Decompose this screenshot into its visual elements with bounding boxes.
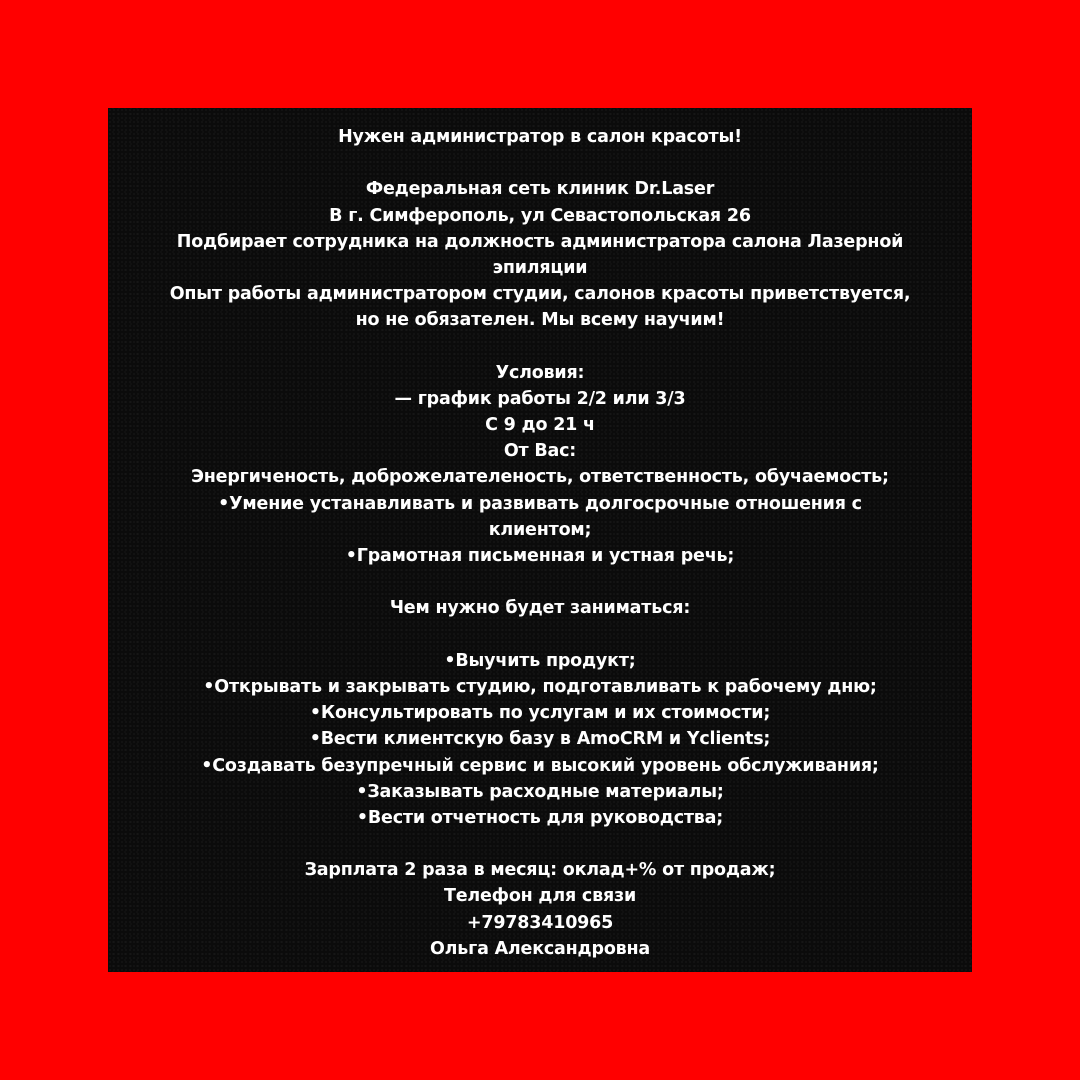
posting-line: •Открывать и закрывать студию, подготавливать к рабочему дню; — [203, 676, 877, 697]
posting-line: •Грамотная письменная и устная речь; — [345, 546, 735, 566]
posting-line: •Создавать безупречный сервис и высокий уровень обслуживания; — [201, 755, 879, 776]
posting-line: •Заказывать расходные материалы; — [356, 781, 724, 802]
posting-line: Зарплата 2 раза в месяц: оклад+% от продаж; — [304, 860, 776, 881]
posting-line: Федеральная сеть клиник Dr.Laser — [365, 179, 715, 200]
posting-line — [0, 831, 1080, 857]
posting-line: В г. Симферополь, ул Севастопольская 26 — [329, 205, 751, 226]
posting-line: Энергиченость, доброжелателеность, ответственность, обучаемость; — [191, 467, 889, 488]
posting-line: Телефон для связи — [443, 886, 637, 907]
posting-line: эпиляции — [492, 257, 588, 278]
posting-line: Чем нужно будет заниматься: — [389, 598, 691, 619]
posting-line: Условия: — [495, 362, 585, 383]
posting-line — [0, 569, 1080, 595]
posting-line: С 9 до 21 ч — [485, 415, 595, 436]
posting-line: Подбирает сотрудника на должность администратора салона Лазерной — [176, 231, 904, 252]
job-posting-text — [0, 124, 1080, 962]
posting-line: •Выучить продукт; — [444, 650, 636, 671]
posting-line: Нужен администратор в салон красоты! — [338, 127, 742, 147]
posting-line — [0, 150, 1080, 176]
posting-line: Ольга Александровна — [429, 938, 651, 959]
posting-line: От Вас: — [503, 441, 577, 462]
posting-line — [0, 622, 1080, 648]
posting-line: но не обязателен. Мы всему научим! — [355, 310, 725, 331]
posting-line: •Вести клиентскую базу в AmoCRM и Yclients; — [309, 729, 771, 750]
posting-line: Опыт работы администратором студии, салонов красоты приветствуется, — [169, 284, 911, 305]
posting-line: клиентом; — [488, 519, 592, 540]
posting-line: — график работы 2/2 или 3/3 — [394, 388, 686, 409]
posting-line — [0, 334, 1080, 360]
posting-line: +79783410965 — [466, 912, 614, 933]
posting-line: •Умение устанавливать и развивать долгосрочные отношения с — [218, 493, 862, 514]
posting-line: •Вести отчетность для руководства; — [356, 807, 724, 828]
posting-line: •Консультировать по услугам и их стоимости; — [309, 703, 771, 724]
